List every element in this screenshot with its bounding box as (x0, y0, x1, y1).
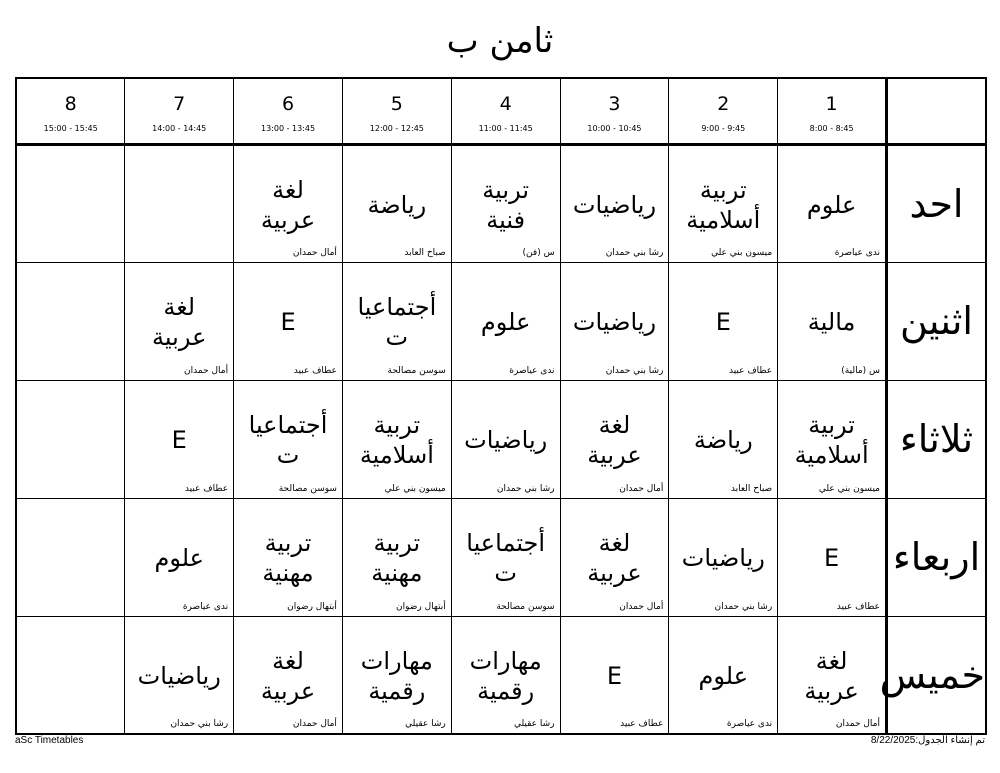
subject-line: عربية (587, 440, 642, 469)
period-time: 12:00 - 12:45 (369, 123, 424, 133)
lesson-cell (669, 380, 778, 498)
lesson-cell (125, 144, 234, 262)
period-header (16, 78, 125, 144)
teacher-name: رشا بني حمدان (605, 247, 664, 258)
lesson-cell (16, 616, 125, 734)
subject-name (671, 523, 775, 593)
period-number: 4 (499, 92, 512, 115)
teacher-name: صباح العابد (404, 247, 446, 258)
day-label: اربعاء (887, 498, 987, 616)
subject-line: تربية (373, 528, 421, 557)
subject-line: رياضيات (572, 190, 657, 219)
day-label: احد (887, 144, 987, 262)
subject-name (127, 287, 231, 357)
lesson-cell (451, 616, 560, 734)
lesson-cell (560, 498, 669, 616)
subject-line: أجتماعيا (357, 292, 437, 321)
subject-line: أسلامية (794, 440, 869, 469)
period-time: 11:00 - 11:45 (478, 123, 533, 133)
teacher-name: أمال حمدان (619, 483, 664, 494)
lesson-cell (342, 380, 451, 498)
lesson-cell (778, 380, 887, 498)
subject-line: رياضة (367, 190, 427, 219)
teacher-name: رشا بني حمدان (170, 719, 229, 729)
teacher-name: رشا بني حمدان (496, 483, 555, 494)
subject-name (345, 523, 449, 593)
teacher-name: ميسون بني علي (711, 247, 773, 258)
lesson-cell (669, 498, 778, 616)
subject-name (671, 287, 775, 357)
period-header (669, 78, 778, 144)
subject-line: رقمية (368, 676, 426, 705)
lesson-cell (778, 144, 887, 262)
teacher-name: ندى عياصرة (834, 247, 880, 258)
subject-name (454, 287, 558, 357)
subject-line: علوم (154, 543, 204, 572)
period-time: 13:00 - 13:45 (260, 123, 316, 133)
subject-line: لغة (163, 292, 196, 321)
teacher-name: سوسن مصالحة (278, 483, 337, 494)
period-number: 7 (173, 92, 186, 115)
period-header (778, 78, 887, 144)
subject-name (345, 170, 449, 240)
subject-line: ت (494, 558, 517, 587)
period-header (451, 78, 560, 144)
teacher-name: رشا عقيلي (513, 719, 555, 729)
subject-line: عربية (587, 558, 642, 587)
subject-name (671, 641, 775, 711)
subject-line: عربية (260, 205, 316, 234)
lesson-cell (560, 262, 669, 380)
subject-name (780, 523, 883, 593)
lesson-cell (669, 262, 778, 380)
subject-line: مهنية (371, 558, 423, 587)
teacher-name: ندى عياصرة (726, 719, 773, 729)
subject-name (454, 641, 558, 711)
period-number: 2 (717, 92, 730, 115)
subject-name (563, 170, 667, 240)
subject-name (454, 523, 558, 593)
lesson-cell (560, 616, 669, 734)
subject-line: E (280, 307, 296, 336)
subject-line: علوم (806, 190, 857, 219)
teacher-name: أمال حمدان (835, 719, 880, 729)
teacher-name: أمال حمدان (292, 719, 337, 729)
lesson-cell (234, 144, 343, 262)
subject-name (236, 641, 340, 711)
subject-line: رياضيات (572, 307, 657, 336)
subject-name (236, 523, 340, 593)
subject-line: لغة (598, 410, 631, 439)
teacher-name: ندى عياصرة (182, 601, 229, 612)
period-time: 9:00 - 9:45 (701, 123, 746, 133)
subject-line: رياضيات (137, 661, 221, 690)
corner-cell (887, 78, 987, 144)
lesson-cell (16, 380, 125, 498)
teacher-name: عطاف عبيد (184, 483, 229, 494)
subject-line: عربية (804, 676, 859, 705)
subject-line: E (606, 661, 623, 690)
subject-line: رياضة (693, 425, 753, 454)
period-number: 3 (608, 92, 621, 115)
teacher-name: عطاف عبيد (836, 601, 880, 612)
day-row (16, 616, 986, 734)
subject-name (236, 287, 340, 357)
subject-line: أسلامية (686, 205, 761, 234)
subject-line: رياضيات (464, 425, 548, 454)
period-header (342, 78, 451, 144)
subject-name (345, 287, 449, 357)
subject-name (345, 641, 449, 711)
subject-line: أسلامية (359, 440, 434, 469)
lesson-cell (234, 380, 343, 498)
day-label: ثلاثاء (887, 380, 987, 498)
teacher-name: رشا بني حمدان (714, 601, 773, 612)
lesson-cell (669, 144, 778, 262)
teacher-name: سوسن مصالحة (496, 601, 555, 612)
teacher-name: عطاف عبيد (293, 365, 337, 376)
period-time: 8:00 - 8:45 (809, 123, 854, 133)
subject-name (563, 405, 667, 475)
lesson-cell (234, 616, 343, 734)
subject-line: تربية (373, 410, 421, 439)
subject-line: لغة (598, 528, 631, 557)
lesson-cell (451, 262, 560, 380)
lesson-cell (342, 616, 451, 734)
footer-created-date: تم إنشاء الجدول:8/22/2025 (870, 735, 985, 746)
lesson-cell (451, 380, 560, 498)
lesson-cell (16, 144, 125, 262)
lesson-cell (778, 262, 887, 380)
subject-line: مهارات (360, 646, 433, 675)
subject-line: مهنية (262, 558, 314, 587)
subject-name (236, 170, 340, 240)
day-row (16, 498, 986, 616)
subject-name (671, 170, 775, 240)
subject-line: عربية (152, 322, 207, 351)
subject-name (780, 405, 883, 475)
subject-line: تربية (264, 528, 312, 557)
subject-line: أجتماعيا (248, 410, 328, 439)
teacher-name: ندى عياصرة (509, 365, 555, 376)
subject-line: E (824, 543, 840, 572)
subject-line: تربية (699, 175, 747, 204)
subject-line: لغة (815, 646, 848, 675)
lesson-cell (778, 616, 887, 734)
teacher-name: أبتهال رضوان (395, 601, 446, 612)
subject-line: ت (276, 440, 300, 469)
page-title: ثامن ب (446, 21, 554, 61)
timetable-grid (15, 77, 987, 735)
lesson-cell (125, 380, 234, 498)
lesson-cell (560, 144, 669, 262)
subject-line: لغة (272, 175, 304, 204)
lesson-cell (234, 498, 343, 616)
teacher-name: ميسون بني علي (818, 483, 880, 494)
period-number: 8 (64, 92, 77, 115)
teacher-name: عطاف عبيد (620, 719, 664, 729)
period-number: 6 (281, 92, 295, 115)
period-time: 10:00 - 10:45 (587, 123, 642, 133)
teacher-name: أمال حمدان (292, 247, 337, 258)
subject-line: رقمية (477, 676, 535, 705)
subject-name (127, 523, 231, 593)
subject-line: رياضيات (681, 543, 765, 572)
period-header (560, 78, 669, 144)
subject-name (454, 170, 558, 240)
lesson-cell (125, 262, 234, 380)
subject-line: E (715, 307, 731, 336)
period-time: 15:00 - 15:45 (43, 123, 98, 133)
subject-line: عربية (260, 676, 316, 705)
lesson-cell (125, 498, 234, 616)
subject-line: مهارات (469, 646, 542, 675)
lesson-cell (342, 262, 451, 380)
day-row (16, 144, 986, 262)
subject-line: E (171, 425, 187, 454)
subject-line: علوم (480, 307, 531, 336)
subject-line: لغة (272, 646, 304, 675)
period-number: 5 (390, 92, 403, 115)
lesson-cell (234, 262, 343, 380)
footer-software-name: aSc Timetables (15, 735, 84, 746)
lesson-cell (125, 616, 234, 734)
subject-name (563, 287, 667, 357)
subject-line: أجتماعيا (466, 528, 546, 557)
subject-line: ت (385, 322, 409, 351)
teacher-name: س (مالية) (841, 365, 880, 376)
teacher-name: أمال حمدان (619, 601, 664, 612)
subject-name (780, 170, 883, 240)
lesson-cell (778, 498, 887, 616)
subject-name (563, 641, 667, 711)
subject-line: فنية (486, 205, 526, 234)
subject-name (454, 405, 558, 475)
subject-line: تربية (482, 175, 530, 204)
day-row (16, 380, 986, 498)
lesson-cell (16, 498, 125, 616)
subject-name (780, 641, 883, 711)
subject-name (671, 405, 775, 475)
subject-name (127, 641, 231, 711)
day-label: اثنين (887, 262, 987, 380)
subject-line: علوم (698, 661, 749, 690)
period-header-row (16, 78, 986, 144)
lesson-cell (451, 144, 560, 262)
subject-name (563, 523, 667, 593)
day-label: خميس (887, 616, 987, 734)
period-header (234, 78, 343, 144)
lesson-cell (669, 616, 778, 734)
subject-line: تربية (808, 410, 855, 439)
teacher-name: س (فن) (522, 247, 555, 258)
day-row (16, 262, 986, 380)
teacher-name: رشا عقيلي (405, 719, 446, 729)
subject-name (127, 405, 231, 475)
lesson-cell (342, 144, 451, 262)
period-number: 1 (825, 92, 838, 115)
lesson-cell (560, 380, 669, 498)
lesson-cell (451, 498, 560, 616)
teacher-name: أمال حمدان (184, 365, 229, 376)
subject-name (780, 287, 883, 357)
teacher-name: أبتهال رضوان (287, 601, 337, 612)
teacher-name: ميسون بني علي (384, 483, 446, 494)
teacher-name: رشا بني حمدان (605, 365, 664, 376)
teacher-name: عطاف عبيد (728, 365, 773, 376)
period-header (125, 78, 234, 144)
teacher-name: سوسن مصالحة (387, 365, 446, 376)
teacher-name: صباح العابد (730, 483, 773, 494)
lesson-cell (16, 262, 125, 380)
timetable-body (16, 144, 986, 734)
subject-name (345, 405, 449, 475)
period-time: 14:00 - 14:45 (152, 123, 207, 133)
subject-line: مالية (807, 307, 856, 336)
subject-name (236, 405, 340, 475)
lesson-cell (342, 498, 451, 616)
